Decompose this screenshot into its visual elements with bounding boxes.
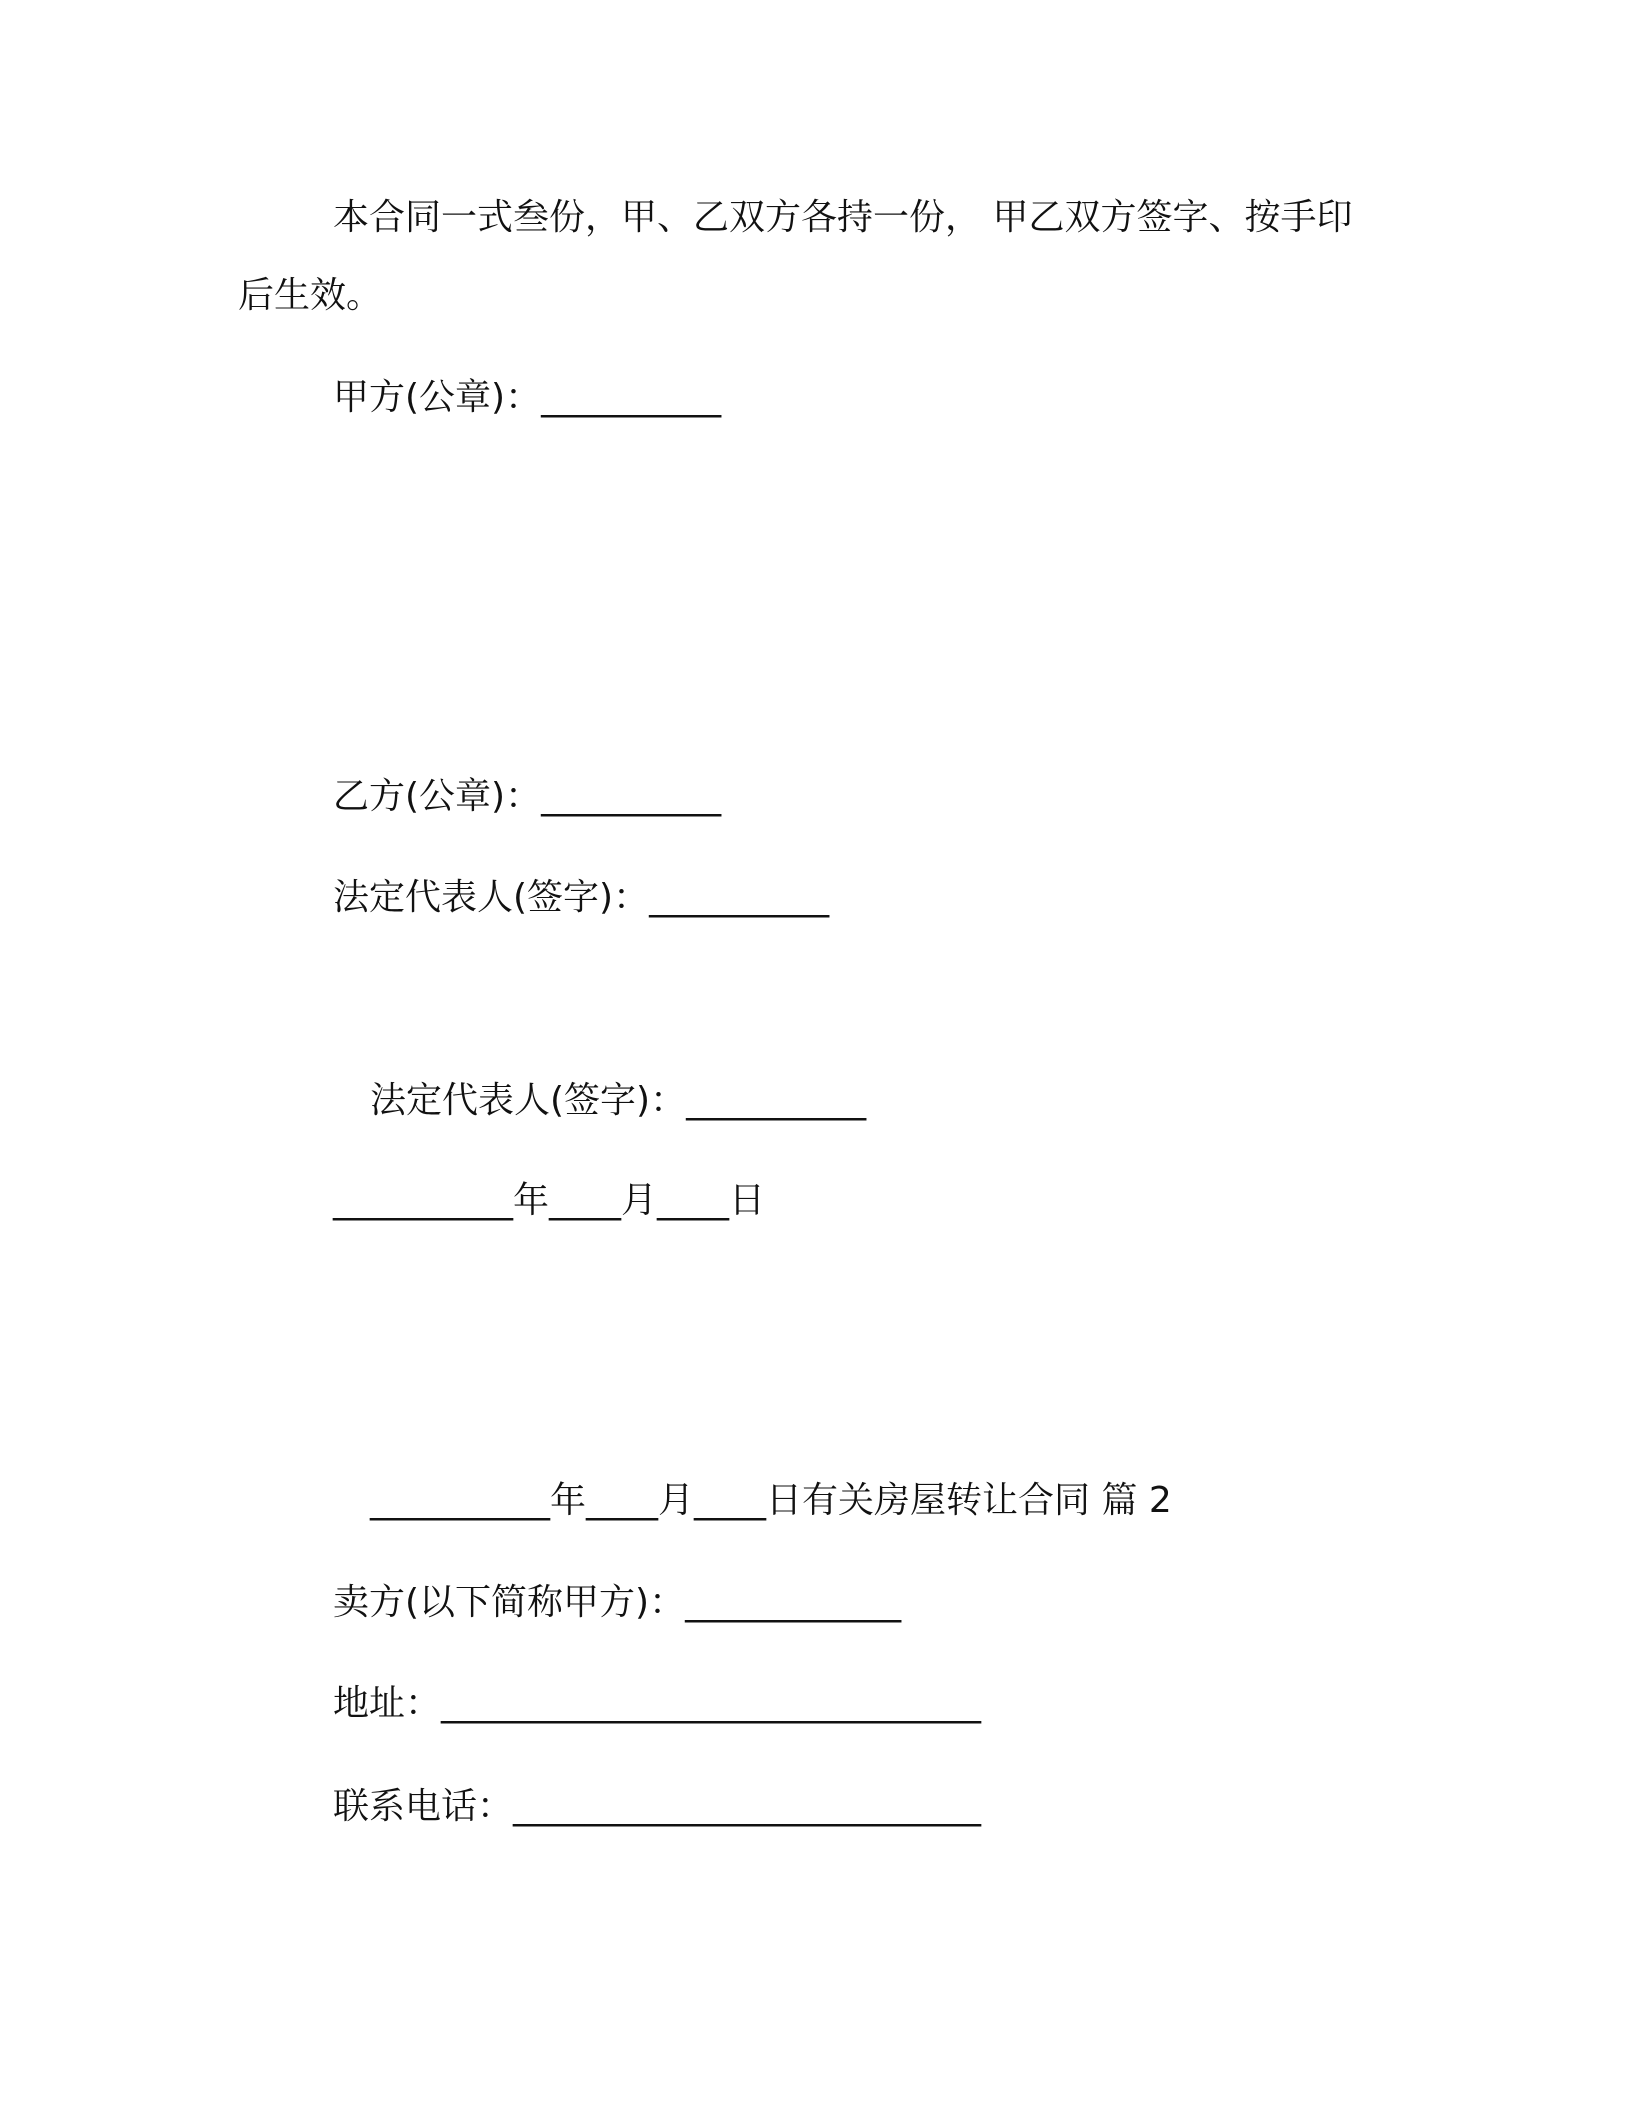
phone-field: 联系电话：__________________________ — [333, 1786, 982, 1827]
legal-representative-field: 法定代表人(签字)：__________ — [333, 877, 830, 918]
address-field: 地址：______________________________ — [333, 1683, 982, 1724]
party-a-seal-field: 甲方(公章)：__________ — [333, 377, 722, 418]
party-b-seal-field: 乙方(公章)：__________ — [333, 776, 722, 817]
contract-clause-line-2: 后生效。 — [238, 275, 383, 316]
date-line: __________年____月____日 — [333, 1180, 765, 1221]
section-2-heading: __________年____月____日有关房屋转让合同 篇 2 — [370, 1480, 1172, 1521]
seller-field: 卖方(以下简称甲方)：____________ — [333, 1582, 902, 1623]
contract-clause-line-1: 本合同一式叁份，甲、乙双方各持一份， 甲乙双方签字、按手印 — [333, 197, 1353, 238]
legal-representative-field-2: 法定代表人(签字)：__________ — [370, 1080, 867, 1121]
